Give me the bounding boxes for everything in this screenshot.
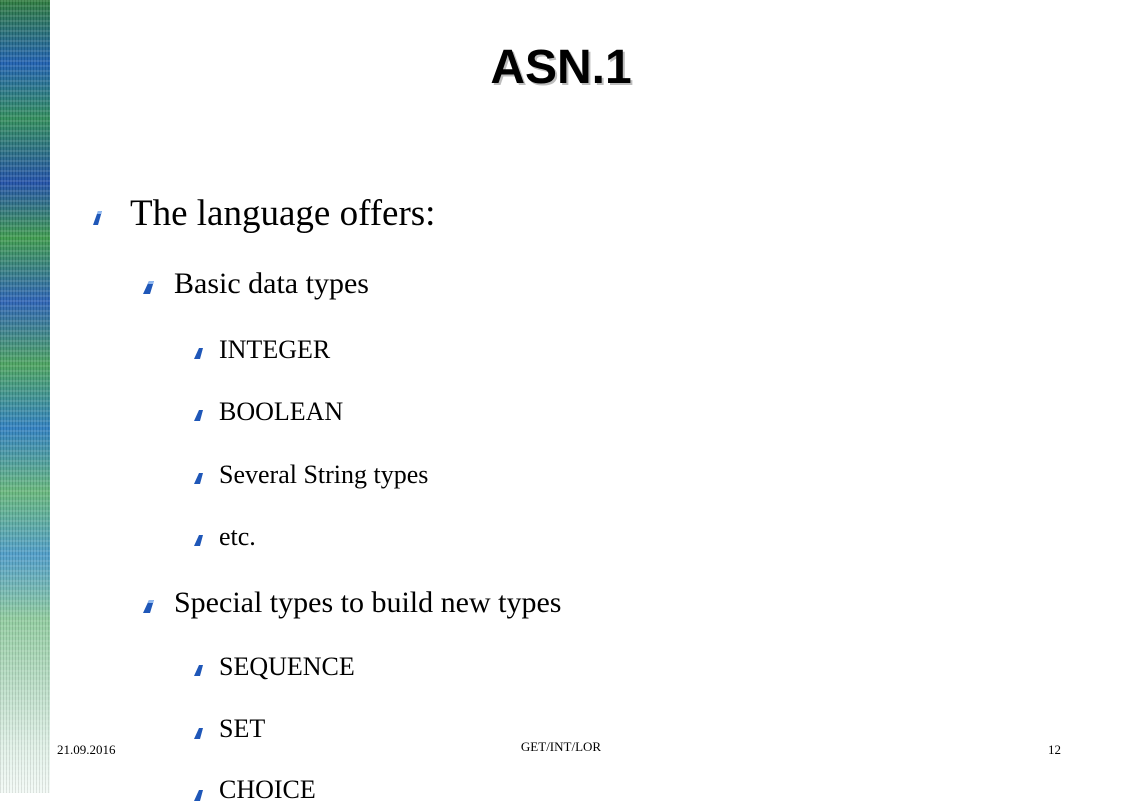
list-item-level3: SEQUENCE xyxy=(219,652,355,681)
bullet-icon xyxy=(193,472,204,485)
bullet-icon xyxy=(142,599,155,614)
bullet-icon xyxy=(142,280,155,295)
bullet-icon xyxy=(193,409,204,422)
footer-center-text: GET/INT/LOR xyxy=(520,739,602,754)
list-item-level2: Special types to build new types xyxy=(174,586,562,619)
bullet-icon xyxy=(193,664,204,677)
list-item-level3: INTEGER xyxy=(219,335,331,364)
list-item-level3: Several String types xyxy=(219,460,429,489)
slide-title: ASN.1 xyxy=(490,41,632,94)
bullet-icon xyxy=(193,789,204,802)
list-item-level1: The language offers: xyxy=(130,193,436,234)
bullet-icon xyxy=(193,534,204,547)
decorative-side-band xyxy=(0,0,50,793)
list-item-level3: BOOLEAN xyxy=(219,397,344,426)
footer-page-number: 12 xyxy=(1048,742,1061,757)
list-item-level3: SET xyxy=(219,714,266,743)
list-item-level3: CHOICE xyxy=(219,775,316,804)
list-item-level3: etc. xyxy=(219,522,256,551)
bullet-icon xyxy=(193,347,204,360)
bullet-icon xyxy=(92,209,103,227)
footer-date: 21.09.2016 xyxy=(57,742,116,757)
list-item-level2: Basic data types xyxy=(174,267,369,300)
